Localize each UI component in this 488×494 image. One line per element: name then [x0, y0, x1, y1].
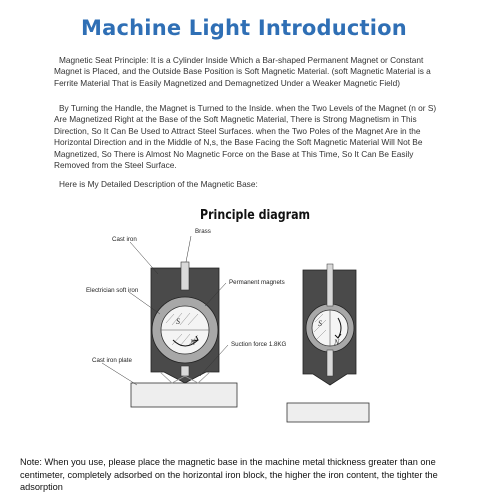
page-title: Machine Light Introduction — [81, 16, 407, 40]
usage-note: Note: When you use, please place the magnetic base in the machine metal thickness greater than one centimeter, completely adsorbed on the horizontal iron block, the higher the iron content, the tighter the adsorption — [20, 457, 438, 493]
pole-label-bottom: N — [190, 338, 196, 347]
label-electrician-soft-iron: Electrician soft iron — [86, 287, 139, 294]
pole-label-left: S — [318, 319, 322, 328]
label-cast-iron-plate: Cast iron plate — [92, 357, 132, 364]
description-intro: Here is My Detailed Description of the Magnetic Base: — [59, 179, 258, 189]
cast-iron-plate — [131, 383, 237, 407]
principle-paragraph: Magnetic Seat Principle: It is a Cylinder Inside Which a Bar-shaped Permanent Magnet or Constant Magnet is Placed, and the Outside Base Position is Soft Magnetic Material. (soft Magnetic Material is a Ferrite Material That is Easily Magnetized and Demagnetized Under a Weaker Magnetic Field) — [54, 55, 431, 88]
diagram-title: Principle diagram — [200, 208, 311, 223]
label-permanent-magnets: Permanent magnets — [229, 279, 285, 286]
brass-strip-right-bottom — [327, 350, 333, 376]
operation-paragraph: By Turning the Handle, the Magnet is Turned to the Inside. when the Two Levels of the Magnet (n or S) Are Magnetized Right at the Base of the Soft Magnetic Material, There is Strong Magnetism in This Direction, So It Can Be Used to Attract Steel Surfaces. when the Two Poles of the Magnet Are in the Horizontal Direction and in the Middle of N,s, the Base Facing the Soft Magnetic Material Will Not Be Magnetized, So There is Almost No Magnetic Force on the Base at This Time, So It Can Be Easily Removed from the Steel Surface. — [54, 103, 437, 171]
pole-label-top: S — [176, 317, 180, 326]
magnetized-base-diagram — [102, 236, 237, 407]
pole-label-right: N — [334, 338, 340, 347]
brass-strip-right-top — [327, 264, 333, 306]
brass-strip-bottom — [181, 366, 189, 376]
label-suction-force: Suction force 1.8KG — [231, 341, 287, 348]
demagnetized-base-diagram — [287, 264, 369, 422]
label-cast-iron: Cast iron — [112, 236, 137, 243]
brass-strip-top — [181, 262, 189, 290]
steel-plate — [287, 403, 369, 422]
label-brass: Brass — [195, 228, 211, 235]
